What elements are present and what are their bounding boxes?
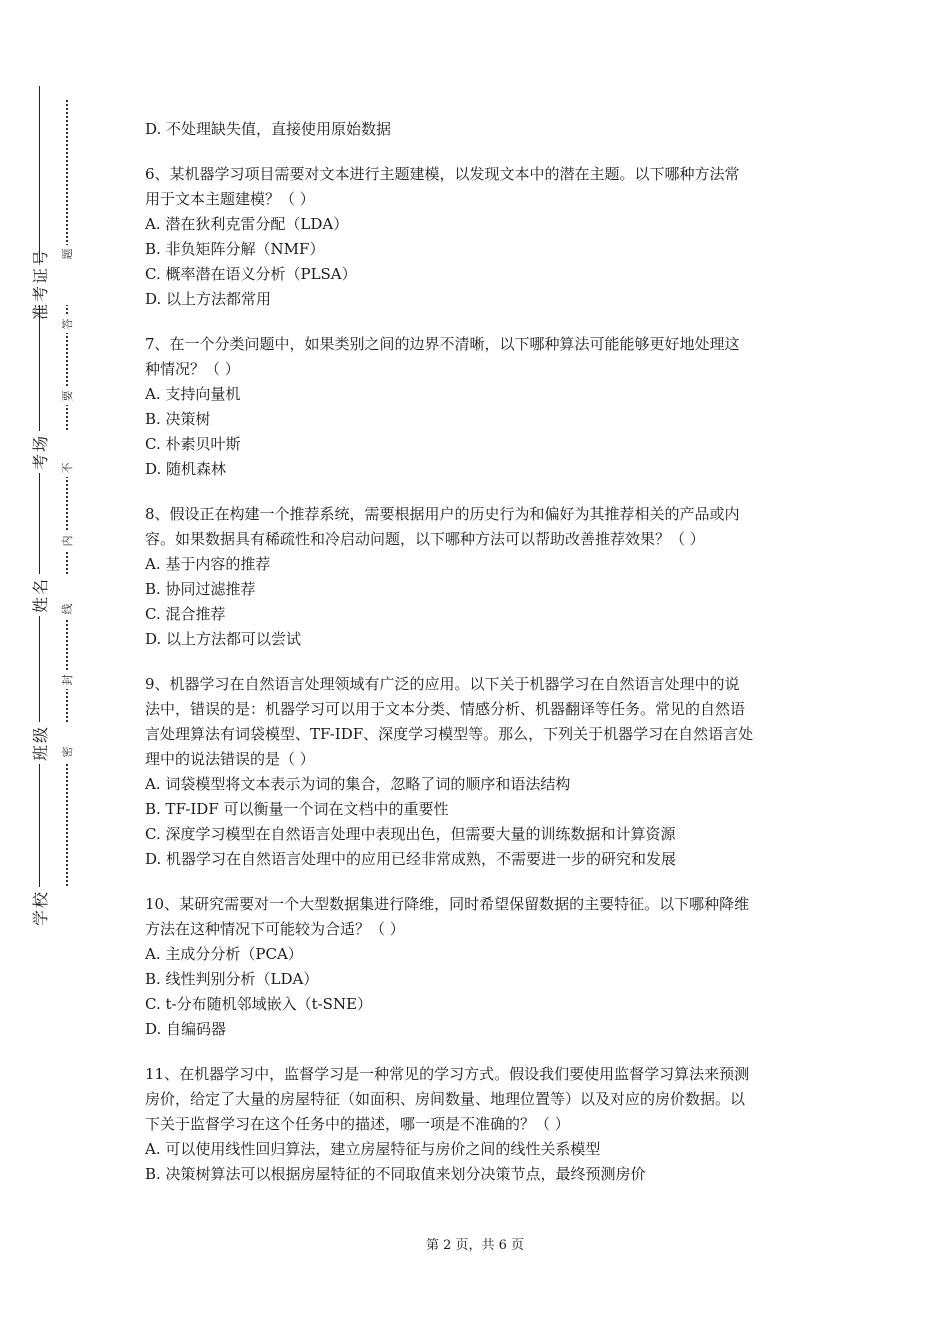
binding-solid-line [39, 86, 40, 926]
page-number-footer: 第 2 页，共 6 页 [425, 1238, 525, 1253]
question-stem-continuation: 言处理算法有词袋模型、TF-IDF、深度学习模型等。那么，下列关于机器学习在自然语言处 [145, 725, 754, 743]
seal-char: 不 [58, 459, 76, 477]
option-line: D. 以上方法都常用 [145, 290, 272, 308]
question-stem-continuation: 方法在这种情况下可能较为合适？（ ） [145, 920, 405, 938]
option-line: D. 不处理缺失值，直接使用原始数据 [145, 120, 392, 138]
seal-char: 答 [58, 315, 76, 333]
question-8-stem: 8、假设正在构建一个推荐系统，需要根据用户的历史行为和偏好为其推荐相关的产品或内 [145, 505, 740, 523]
question-10-stem: 10、某研究需要对一个大型数据集进行降维，同时希望保留数据的主要特征。以下哪种降维 [145, 895, 750, 913]
binding-dotted-line [66, 100, 68, 910]
option-line: A. 潜在狄利克雷分配（LDA） [145, 215, 349, 233]
option-line: A. 主成分分析（PCA） [145, 945, 303, 963]
question-stem-continuation: 容。如果数据具有稀疏性和冷启动问题，以下哪种方法可以帮助改善推荐效果？（ ） [145, 530, 705, 548]
school-label: 学校 [0, 887, 79, 929]
question-content [145, 117, 810, 1187]
seal-char: 内 [58, 532, 76, 550]
option-line: C. 朴素贝叶斯 [145, 435, 241, 453]
option-line: C. 混合推荐 [145, 605, 226, 623]
seal-char: 密 [58, 743, 76, 761]
question-stem-continuation: 下关于监督学习在这个任务中的描述，哪一项是不准确的？（ ） [145, 1115, 570, 1133]
option-line: D. 机器学习在自然语言处理中的应用已经非常成熟，不需要进一步的研究和发展 [145, 850, 677, 868]
question-11-stem: 11、在机器学习中，监督学习是一种常见的学习方式。假设我们要使用监督学习算法来预测 [145, 1065, 750, 1083]
option-line: D. 自编码器 [145, 1020, 227, 1038]
option-line: D. 以上方法都可以尝试 [145, 630, 302, 648]
exam-number-label: 准考证号 [0, 263, 79, 305]
option-line: C. 深度学习模型在自然语言处理中表现出色，但需要大量的训练数据和计算资源 [145, 825, 676, 843]
option-line: A. 词袋模型将文本表示为词的集合，忽略了词的顺序和语法结构 [145, 775, 571, 793]
name-label: 姓名 [0, 574, 79, 616]
class-label: 班级 [0, 722, 79, 764]
option-line: B. 非负矩阵分解（NMF） [145, 240, 325, 258]
option-line: C. 概率潜在语义分析（PLSA） [145, 265, 357, 283]
question-stem-continuation: 房价，给定了大量的房屋特征（如面积、房间数量、地理位置等）以及对应的房价数据。以 [145, 1090, 746, 1108]
option-line: B. TF-IDF 可以衡量一个词在文档中的重要性 [145, 800, 449, 818]
option-line: A. 可以使用线性回归算法，建立房屋特征与房价之间的线性关系模型 [145, 1140, 601, 1158]
option-line: A. 基于内容的推荐 [145, 555, 271, 573]
option-line: D. 随机森林 [145, 460, 227, 478]
question-stem-continuation: 用于文本主题建模？（ ） [145, 190, 315, 208]
question-stem-continuation: 种情况？（ ） [145, 360, 240, 378]
seal-char: 题 [58, 245, 76, 263]
option-line: B. 线性判别分析（LDA） [145, 970, 319, 988]
question-stem-continuation: 理中的说法错误的是（ ） [145, 750, 315, 768]
seal-char: 线 [58, 600, 76, 618]
seal-char: 封 [58, 671, 76, 689]
question-stem-continuation: 法中，错误的是：机器学习可以用于文本分类、情感分析、机器翻译等任务。常见的自然语 [145, 700, 746, 718]
question-6-stem: 6、某机器学习项目需要对文本进行主题建模，以发现文本中的潜在主题。以下哪种方法常 [145, 165, 740, 183]
seal-char: 要 [58, 387, 76, 405]
question-7-stem: 7、在一个分类问题中，如果类别之间的边界不清晰，以下哪种算法可能能够更好地处理这 [145, 335, 740, 353]
option-line: B. 决策树算法可以根据房屋特征的不同取值来划分决策节点，最终预测房价 [145, 1165, 646, 1183]
question-9-stem: 9、机器学习在自然语言处理领域有广泛的应用。以下关于机器学习在自然语言处理中的说 [145, 675, 740, 693]
option-line: C. t-分布随机邻域嵌入（t-SNE） [145, 995, 373, 1013]
option-line: A. 支持向量机 [145, 385, 241, 403]
exam-room-label: 考场 [0, 431, 79, 473]
option-line: B. 协同过滤推荐 [145, 580, 256, 598]
option-line: B. 决策树 [145, 410, 211, 428]
